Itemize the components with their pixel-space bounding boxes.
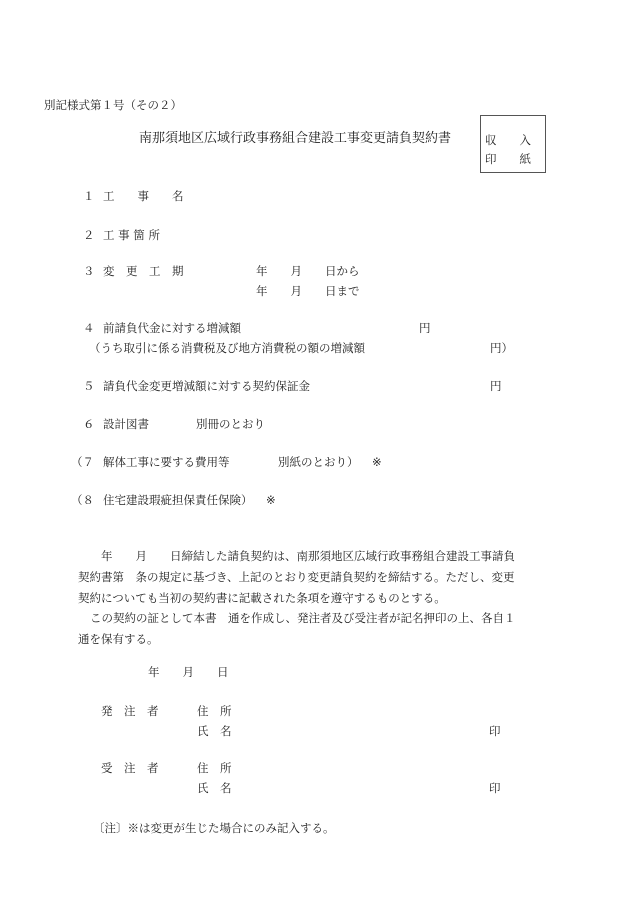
body-line-1: 年 月 日締結した請負契約は、南那須地区広域行政事務組合建設工事請負 [101,549,515,563]
item-3-number: ３ [83,264,95,278]
document-title: 南那須地区広域行政事務組合建設工事変更請負契約書 [139,131,452,146]
contractor-seal: 印 [489,781,501,795]
orderer-name-label: 氏 名 [197,724,232,738]
item-1-number: １ [83,189,95,203]
item-3-from: 年 月 日から [256,264,360,278]
contractor-name-label: 氏 名 [197,781,232,795]
body-line-5: 通を保有する。 [78,632,159,646]
item-6-value: 別冊のとおり [196,417,265,431]
body-line-4: この契約の証として本書 通を作成し、発注者及び受注者が記名押印の上、各自１ [90,611,516,625]
item-7-number: （７ [71,455,94,469]
item-8-mark: ※ [266,493,276,507]
orderer-address-label: 住 所 [197,704,232,718]
item-7-value: 別紙のとおり） [278,455,359,469]
signing-date: 年 月 日 [148,665,229,679]
revenue-stamp-box [480,115,546,173]
item-6-number: ６ [83,417,95,431]
orderer-seal: 印 [489,724,501,738]
item-4-label: 前請負代金に対する増減額 [103,321,241,335]
item-4-sub-label: （うち取引に係る消費税及び地方消費税の額の増減額 [89,341,365,355]
contractor-address-label: 住 所 [197,761,232,775]
item-5-number: ５ [83,379,95,393]
item-8-number: （８ [71,493,94,507]
item-6-label: 設計図書 [103,417,149,431]
contractor-role: 受 注 者 [101,761,159,775]
footnote: 〔注〕※は変更が生じた場合にのみ記入する。 [93,821,335,835]
form-number: 別記様式第１号（その２） [44,98,182,112]
stamp-label-line1: 収 入 [485,133,531,147]
item-4-sub-yen: 円） [490,341,513,355]
body-line-3: 契約についても当初の契約書に記載された条項を遵守するものとする。 [78,591,446,605]
item-2-number: ２ [83,228,95,242]
orderer-role: 発 注 者 [101,704,159,718]
body-line-2: 契約書第 条の規定に基づき、上記のとおり変更請負契約を締結する。ただし、変更 [78,570,515,584]
item-4-number: ４ [83,321,95,335]
item-8-label: 住宅建設瑕疵担保責任保険） [103,493,253,507]
item-3-to: 年 月 日まで [256,284,360,298]
item-5-yen: 円 [490,379,502,393]
item-3-label: 変 更 工 期 [103,264,184,278]
item-5-label: 請負代金変更増減額に対する契約保証金 [103,379,310,393]
item-4-yen: 円 [419,321,431,335]
item-7-label: 解体工事に要する費用等 [103,455,230,469]
stamp-label-line2: 印 紙 [485,152,531,166]
item-7-mark: ※ [372,455,382,469]
item-2-label: 工 事 箇 所 [103,228,160,242]
item-1-label: 工 事 名 [103,189,184,203]
